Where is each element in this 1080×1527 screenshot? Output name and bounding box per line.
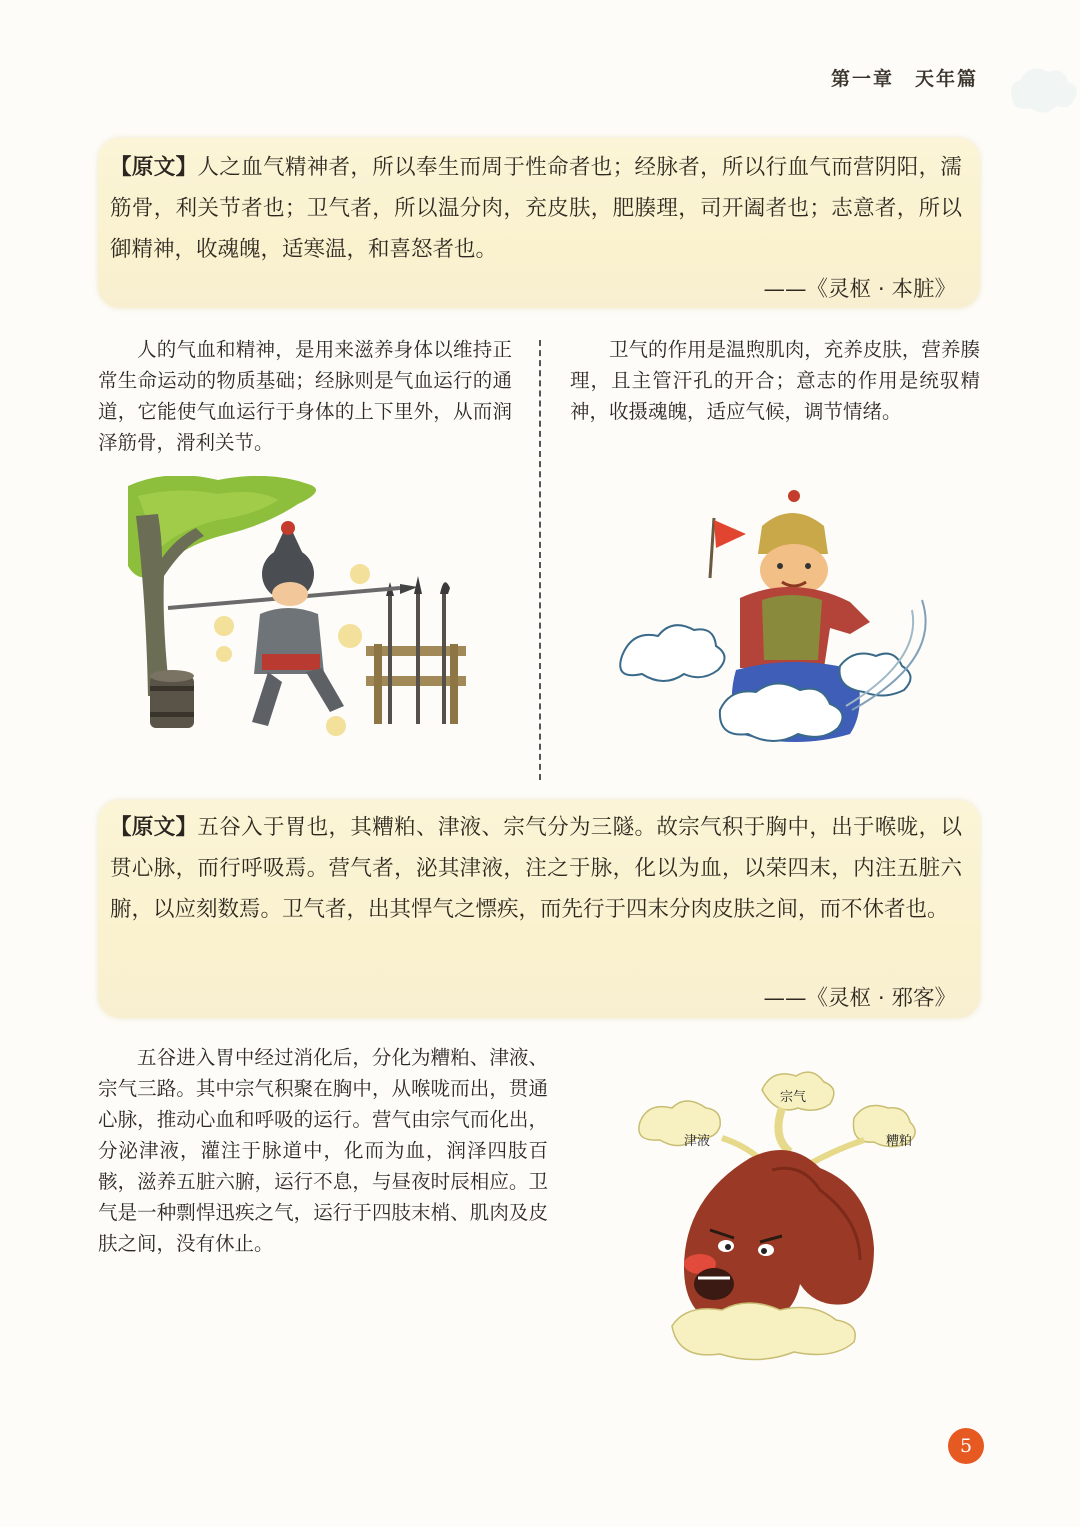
stomach-illustration bbox=[632, 1060, 932, 1380]
original-text-tag: 【原文】 bbox=[110, 155, 198, 180]
corner-cloud-decoration bbox=[990, 40, 1080, 130]
original-text-body: 人之血气精神者，所以奉生而周于性命者也；经脉者，所以行血气而营阴阳，濡筋骨，利关节者也；卫气者，所以温分肉，充皮肤，肥腠理，司开阖者也；志意者，所以御精神，收魂魄，适寒温，和喜怒者也。 bbox=[110, 155, 962, 262]
dashed-divider bbox=[539, 340, 541, 780]
stomach-drawing bbox=[632, 1060, 932, 1380]
explanation-paragraph-1: 人的气血和精神，是用来滋养身体以维持正常生命运动的物质基础；经脉则是气血运行的通道，它能使气血运行于身体的上下里外，从而润泽筋骨，滑利关节。 bbox=[98, 338, 512, 454]
original-text-box-2 bbox=[98, 800, 980, 1018]
label-zongqi: 宗气 bbox=[780, 1090, 807, 1105]
chapter-header: 第一章 天年篇 bbox=[830, 68, 978, 90]
soldier-training-illustration bbox=[128, 476, 473, 751]
label-zaopo: 糟粕 bbox=[886, 1134, 913, 1149]
original-text-box-1 bbox=[98, 138, 980, 308]
explanation-paragraph-3: 五谷进入胃中经过消化后，分化为糟粕、津液、宗气三路。其中宗气积聚在胸中，从喉咙而出，贯通心脉，推动心血和呼吸的运行。营气由宗气而化出，分泌津液，灌注于脉道中，化而为血，润泽四肢百骸，滋养五脏六腑，运行不息，与昼夜时辰相应。卫气是一种剽悍迅疾之气，运行于四肢末梢、肌肉及皮肤之间，没有休止。 bbox=[98, 1046, 548, 1255]
label-jinye: 津液 bbox=[684, 1134, 711, 1149]
source-citation: ——《灵枢 · 本脏》 bbox=[763, 277, 956, 302]
guard-on-cloud-illustration bbox=[612, 480, 942, 760]
source-citation: ——《灵枢 · 邪客》 bbox=[763, 986, 956, 1011]
original-text-body: 五谷入于胃也，其糟粕、津液、宗气分为三隧。故宗气积于胸中，出于喉咙，以贯心脉，而行呼吸焉。营气者，泌其津液，注之于脉，化以为血，以荣四末，内注五脏六腑，以应刻数焉。卫气者，出其悍气之慓疾，而先行于四末分肉皮肤之间，而不休者也。 bbox=[110, 815, 962, 922]
explanation-paragraph-2: 卫气的作用是温煦肌肉，充养皮肤，营养腠理，且主管汗孔的开合；意志的作用是统驭精神，收摄魂魄，适应气候，调节情绪。 bbox=[570, 338, 980, 423]
original-text-tag: 【原文】 bbox=[110, 815, 198, 840]
page-number: 5 bbox=[948, 1428, 984, 1464]
